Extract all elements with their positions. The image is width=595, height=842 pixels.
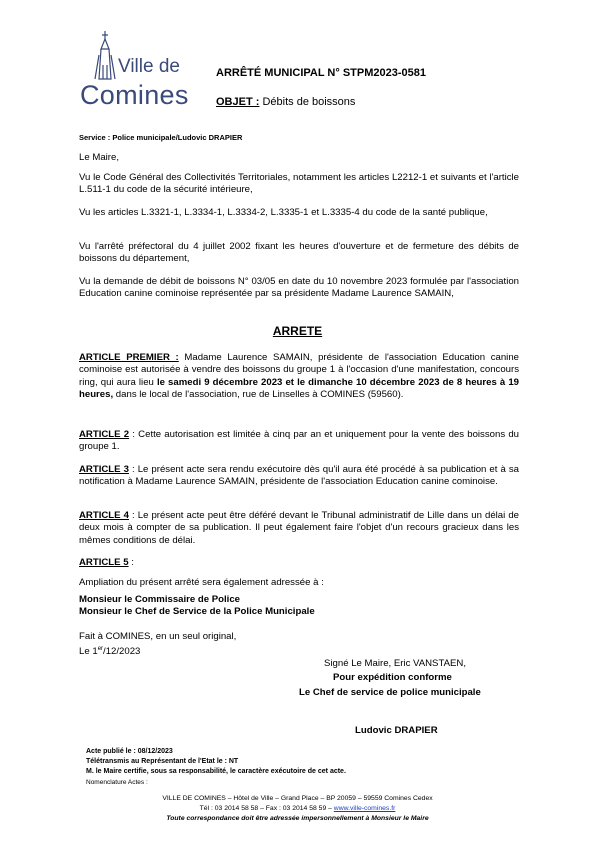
teletransmis: Télétransmis au Représentant de l'Etat le : NT	[86, 758, 239, 765]
certifie: M. le Maire certifie, sous sa responsabilité, le caractère exécutoire de cet acte.	[86, 768, 346, 775]
date-prefix: Le 1	[79, 646, 98, 658]
article-1-label: ARTICLE PREMIER :	[79, 352, 179, 363]
destinataire-2: Monsieur le Chef de Service de la Police Municipale	[79, 606, 315, 617]
le-maire: Le Maire,	[79, 152, 119, 163]
footer-correspondance: Toute correspondance doit être adressée impersonnellement à Monsieur le Maire	[166, 815, 429, 822]
article-1	[79, 352, 519, 402]
objet-label: OBJET :	[216, 96, 260, 108]
visa-2: Vu les articles L.3321-1, L.3334-1, L.3334-2, L.3335-1 et L.3335-4 du code de la santé publique,	[79, 207, 488, 218]
signature-name: Ludovic DRAPIER	[355, 725, 438, 736]
nomenclature: Nomenclature Actes :	[86, 779, 148, 786]
article-3-text: : Le présent acte sera rendu exécutoire dès qu'il aura été procédé à sa publication et à sa notification à Madame Laurence SAMAIN, présidente de l'association Education canine cominoise.	[79, 464, 519, 488]
article-3	[79, 464, 519, 489]
objet-line	[216, 96, 355, 108]
signature-line-1: Signé Le Maire, Eric VANSTAEN,	[324, 658, 466, 669]
signature-line-2: Pour expédition conforme	[333, 672, 452, 683]
article-4	[79, 510, 519, 547]
footer-tel: Tél : 03 2014 58 58 – Fax : 03 2014 58 59 –	[199, 805, 334, 812]
date-line	[79, 643, 140, 659]
destinataire-1: Monsieur le Commissaire de Police	[79, 594, 241, 605]
article-2-text: : Cette autorisation est limitée à cinq par an et uniquement pour la vente des boissons du groupe 1.	[79, 429, 519, 453]
document-title: ARRÊTÉ MUNICIPAL N° STPM2023-0581	[216, 67, 426, 79]
article-1-text-b: dans le local de l'association, rue de Linselles à COMINES (59560).	[113, 389, 404, 401]
logo-ville-text: Ville de	[118, 56, 180, 77]
article-1-text-a: Madame Laurence SAMAIN, présidente de l'association Education canine cominoise est autorisée à vendre des boissons du groupe 1 à l'occasion d'une manifestation, concours ring, qui aura lieu	[79, 352, 519, 388]
date-sup: er	[97, 646, 104, 652]
objet-text: Débits de boissons	[262, 96, 356, 108]
fait-a: Fait à COMINES, en un seul original,	[79, 631, 237, 642]
footer-contact	[0, 804, 595, 814]
article-4-label: ARTICLE 4	[79, 510, 129, 521]
date-end: /12/2023	[103, 646, 141, 658]
visa-4: Vu la demande de débit de boissons N° 03/05 en date du 10 novembre 2023 formulée par l'association Education canine cominoise représentée par sa présidente Madame Laurence SAMAIN,	[79, 276, 519, 300]
visa-1: Vu le Code Général des Collectivités Territoriales, notamment les articles L2212-1 et suivants et l'article L.511-1 du code de la sécurité intérieure,	[79, 172, 519, 196]
article-2-label: ARTICLE 2	[79, 429, 130, 440]
logo-comines-text: Comines	[80, 80, 189, 110]
footer-address: VILLE DE COMINES – Hôtel de Ville – Grand Place – BP 20059 – 59559 Comines Cedex	[162, 795, 433, 802]
article-5	[79, 557, 134, 569]
article-5-label: ARTICLE 5	[79, 557, 129, 568]
article-4-text: : Le présent acte peut être déféré devant le Tribunal administratif de Lille dans un délai de deux mois à compter de sa publication. Il peut également faire l'objet d'un recours gracieux dans les mêmes conditions de délai.	[79, 510, 519, 546]
article-3-label: ARTICLE 3	[79, 464, 129, 475]
signature-line-3: Le Chef de service de police municipale	[299, 687, 481, 698]
arrete-heading: ARRETE	[272, 324, 323, 338]
visa-3: Vu l'arrêté préfectoral du 4 juillet 2002 fixant les heures d'ouverture et de fermeture des débits de boissons du département,	[79, 241, 519, 265]
article-2	[79, 429, 519, 454]
article-5-colon: :	[128, 557, 134, 568]
acte-publie: Acte publié le : 08/12/2023	[86, 748, 173, 755]
ampliation: Ampliation du présent arrêté sera également adressée à :	[79, 577, 324, 588]
article-1-dates: le samedi 9 décembre 2023 et le dimanche 10 décembre 2023 de 8 heures à 19 heures,	[79, 376, 519, 401]
website-link[interactable]: www.ville-comines.fr	[333, 805, 396, 812]
service-line: Service : Police municipale/Ludovic DRAPIER	[79, 133, 243, 142]
